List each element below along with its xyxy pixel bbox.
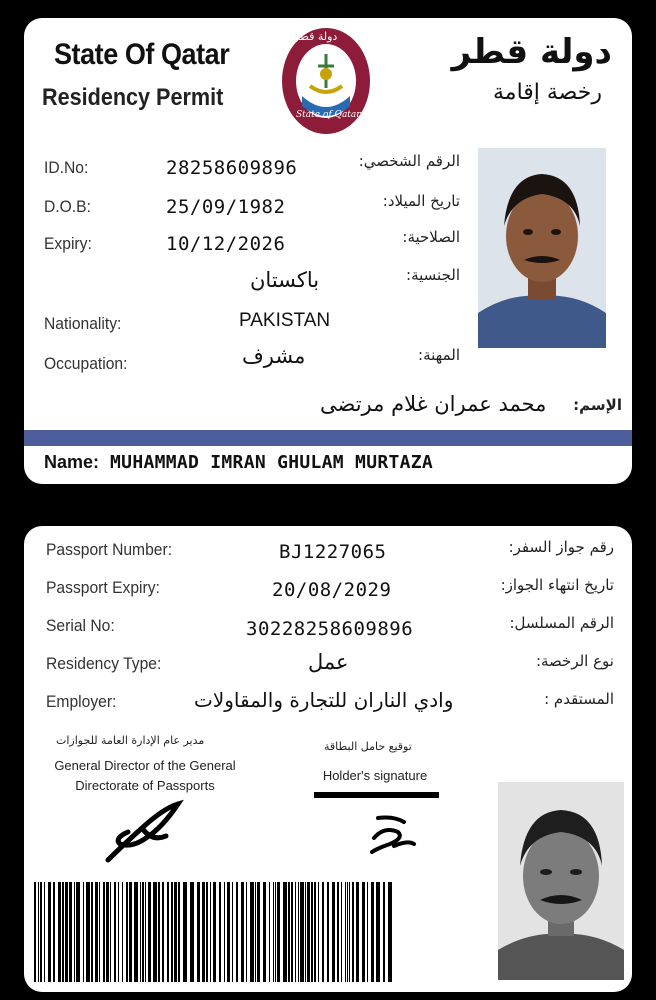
nationality-label-ar: الجنسية:	[406, 266, 460, 284]
permit-front-card	[24, 18, 632, 484]
name-label: Name:	[44, 452, 100, 472]
barcode-bar	[142, 882, 144, 982]
holder-signature-icon	[364, 808, 424, 858]
barcode-bar	[269, 882, 270, 982]
barcode-bar	[95, 882, 98, 982]
barcode-bar	[246, 882, 247, 982]
barcode-bar	[314, 882, 316, 982]
permit-back-card	[24, 526, 632, 992]
passport-expiry-value: 20/08/2029	[272, 579, 392, 601]
barcode-bar	[388, 882, 392, 982]
expiry-label-ar: الصلاحية:	[402, 228, 460, 246]
barcode-bar	[148, 882, 151, 982]
barcode-bar	[174, 882, 177, 982]
barcode-bar	[122, 882, 123, 982]
barcode-bar	[311, 882, 313, 982]
director-title-en-2: Directorate of Passports	[75, 778, 215, 793]
barcode-bar	[76, 882, 80, 982]
barcode-bar	[91, 882, 93, 982]
barcode-bar	[153, 882, 157, 982]
barcode-bar	[183, 882, 187, 982]
employer-label-ar: المستقدم :	[544, 690, 614, 708]
barcode-bar	[114, 882, 116, 982]
holder-signature-ar: توقيع حامل البطاقة	[324, 740, 412, 753]
barcode-bar	[202, 882, 205, 982]
barcode-bar	[273, 882, 274, 982]
barcode-bar	[349, 882, 350, 982]
subtitle-en: Residency Permit	[42, 84, 224, 111]
nationality-value-ar: باكستان	[250, 268, 320, 292]
barcode-bar	[65, 882, 68, 982]
barcode-bar	[288, 882, 290, 982]
passport-number-label-ar: رقم جواز السفر:	[508, 538, 614, 556]
barcode-bar	[38, 882, 39, 982]
employer-value-ar: وادي الناران للتجارة والمقاولات	[194, 688, 454, 712]
barcode-bar	[40, 882, 42, 982]
barcode-bar	[129, 882, 132, 982]
barcode-bar	[232, 882, 233, 982]
barcode-bar	[86, 882, 90, 982]
barcode-bar	[197, 882, 200, 982]
expiry-label-en: Expiry:	[44, 234, 92, 253]
barcode-bar	[162, 882, 164, 982]
dob-value: 25/09/1982	[166, 196, 286, 218]
barcode-bar	[219, 882, 221, 982]
holder-photo-small	[498, 782, 624, 980]
barcode-bar	[34, 882, 36, 982]
dob-label-en: D.O.B:	[44, 197, 91, 216]
barcode-bar	[352, 882, 354, 982]
director-title-ar: مدير عام الإدارة العامة للجوازات	[56, 734, 205, 747]
barcode-bar	[167, 882, 169, 982]
barcode-bar	[178, 882, 180, 982]
emblem-text-top: دولة قطر	[294, 30, 338, 43]
barcode-bar	[337, 882, 339, 982]
barcode	[34, 882, 396, 982]
barcode-bar	[58, 882, 61, 982]
barcode-bar	[210, 882, 211, 982]
director-title-en-1: General Director of the General	[54, 758, 236, 773]
barcode-bar	[83, 882, 84, 982]
barcode-bar	[255, 882, 256, 982]
residency-type-label-ar: نوع الرخصة:	[535, 652, 614, 670]
holder-signature-en: Holder's signature	[322, 768, 428, 783]
barcode-bar	[227, 882, 230, 982]
barcode-bar	[126, 882, 128, 982]
barcode-bar	[145, 882, 146, 982]
barcode-bar	[134, 882, 138, 982]
barcode-bar	[345, 882, 346, 982]
id-label-ar: الرقم الشخصي:	[358, 152, 460, 170]
barcode-bar	[283, 882, 287, 982]
barcode-bar	[341, 882, 342, 982]
occupation-label-ar: المهنة:	[418, 346, 460, 364]
barcode-bar	[327, 882, 329, 982]
barcode-bar	[263, 882, 266, 982]
barcode-bar	[103, 882, 105, 982]
barcode-bar	[305, 882, 306, 982]
barcode-bar	[241, 882, 244, 982]
barcode-bar	[171, 882, 173, 982]
name-value: MUHAMMAD IMRAN GHULAM MURTAZA	[110, 452, 434, 473]
barcode-bar	[48, 882, 51, 982]
expiry-value: 10/12/2026	[166, 233, 286, 255]
barcode-bar	[224, 882, 225, 982]
barcode-bar	[213, 882, 216, 982]
title-en: State Of Qatar	[54, 38, 230, 71]
barcode-bar	[383, 882, 385, 982]
residency-type-label-en: Residency Type:	[46, 654, 162, 673]
id-label-en: ID.No:	[44, 158, 89, 177]
barcode-bar	[322, 882, 324, 982]
barcode-bar	[158, 882, 160, 982]
barcode-bar	[99, 882, 100, 982]
barcode-bar	[69, 882, 72, 982]
barcode-bar	[250, 882, 254, 982]
name-value-ar: محمد عمران غلام مرتضى	[320, 392, 547, 416]
barcode-bar	[62, 882, 64, 982]
barcode-bar	[371, 882, 374, 982]
barcode-bar	[367, 882, 368, 982]
barcode-bar	[44, 882, 45, 982]
residency-type-value-ar: عمل	[308, 650, 349, 674]
holder-photo	[478, 148, 606, 348]
barcode-bar	[275, 882, 276, 982]
barcode-bar	[236, 882, 238, 982]
signature-line	[314, 792, 439, 798]
subtitle-ar: رخصة إقامة	[492, 80, 602, 105]
barcode-bar	[307, 882, 310, 982]
barcode-bar	[300, 882, 304, 982]
barcode-bar	[291, 882, 293, 982]
passport-number-label-en: Passport Number:	[46, 540, 173, 559]
passport-expiry-label-ar: تاريخ انتهاء الجواز:	[500, 576, 614, 594]
passport-number-value: BJ1227065	[279, 541, 387, 563]
emblem-text-bottom: State of Qatar	[296, 110, 361, 120]
barcode-bar	[277, 882, 280, 982]
barcode-bar	[190, 882, 194, 982]
barcode-bar	[318, 882, 319, 982]
barcode-bar	[118, 882, 119, 982]
title-ar: دولة قطر	[451, 32, 612, 72]
serial-label-en: Serial No:	[46, 616, 115, 635]
name-label-ar: الإسم:	[573, 396, 622, 414]
dob-label-ar: تاريخ الميلاد:	[382, 192, 460, 210]
barcode-bar	[74, 882, 75, 982]
passport-expiry-label-en: Passport Expiry:	[46, 578, 160, 597]
nationality-value-en: PAKISTAN	[239, 310, 331, 331]
barcode-bar	[110, 882, 111, 982]
barcode-bar	[53, 882, 55, 982]
barcode-bar	[257, 882, 260, 982]
barcode-bar	[347, 882, 348, 982]
barcode-bar	[298, 882, 299, 982]
blue-stripe	[24, 430, 632, 446]
barcode-bar	[362, 882, 365, 982]
barcode-bar	[356, 882, 359, 982]
barcode-bar	[376, 882, 380, 982]
serial-value: 30228258609896	[246, 618, 414, 640]
barcode-bar	[140, 882, 141, 982]
id-value: 28258609896	[166, 157, 298, 179]
employer-label-en: Employer:	[46, 692, 117, 711]
barcode-bar	[332, 882, 335, 982]
barcode-bar	[295, 882, 296, 982]
occupation-label-en: Occupation:	[44, 354, 128, 373]
barcode-bar	[106, 882, 109, 982]
nationality-label-en: Nationality:	[44, 314, 122, 333]
director-signature-icon	[102, 798, 192, 868]
occupation-value-ar: مشرف	[242, 344, 306, 368]
barcode-bar	[206, 882, 208, 982]
serial-label-ar: الرقم المسلسل:	[509, 614, 614, 632]
name-row	[44, 452, 433, 473]
